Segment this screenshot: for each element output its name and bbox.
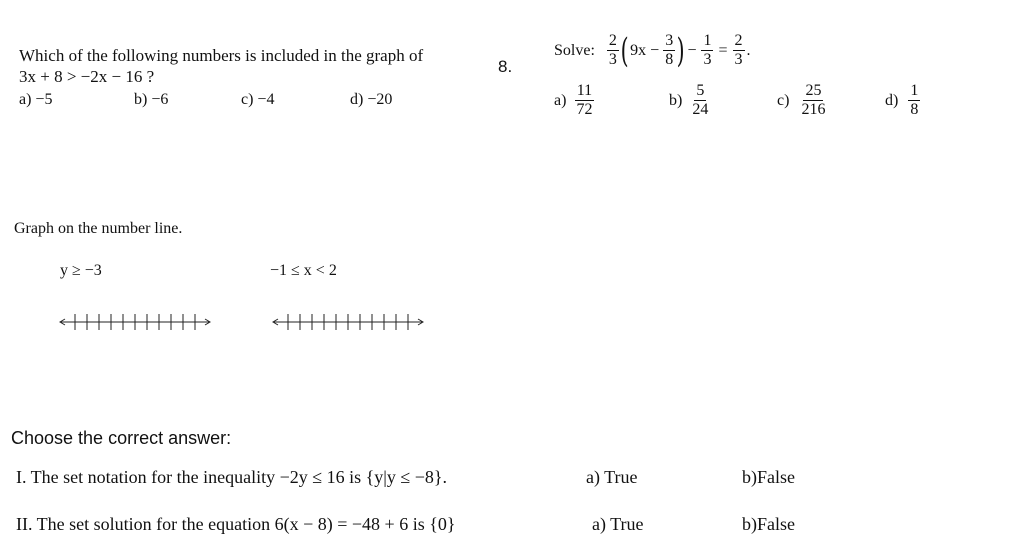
q7-choice-d[interactable]: d) −20 (350, 91, 393, 108)
number-line-1[interactable] (55, 310, 215, 334)
statement-1-false-option[interactable]: b)False (742, 467, 795, 487)
q8-choice-b-fraction: $\frac{5}{24}$ (692, 82, 709, 118)
statement-1: I. The set notation for the inequality −2y ≤ 16 is {y|y ≤ −8}. (16, 467, 448, 487)
eq-inner-term: 9x − (630, 41, 660, 59)
eq-period: . (746, 41, 751, 59)
statement-2: II. The set solution for the equation 6(x − 8) = −48 + 6 is {0} (16, 514, 456, 534)
q8-choice-c[interactable] (777, 83, 829, 118)
statement-1-true-option[interactable]: a) True (586, 467, 638, 487)
open-paren: ( (620, 30, 629, 71)
q7-question-line1: Which of the following numbers is included in the graph of (19, 46, 424, 65)
graph-inequality-2: −1 ≤ x < 2 (270, 262, 337, 279)
q8-choice-a-fraction: $\frac{11}{72}$ (576, 82, 593, 118)
eq-minus: − (687, 41, 697, 59)
number-line-2[interactable] (268, 310, 428, 334)
q8-choice-a-label: a) (554, 91, 567, 109)
q8-choice-c-fraction: $\frac{25}{216}$ (801, 82, 826, 118)
q8-choice-d-fraction: $\frac{1}{8}$ (910, 82, 919, 118)
close-paren: ) (676, 30, 685, 71)
eq-fraction-3: $\frac{1}{3}$ (703, 32, 712, 68)
statement-2-false-option[interactable]: b)False (742, 514, 795, 534)
eq-fraction-2: $\frac{3}{8}$ (665, 32, 674, 68)
q8-choice-b[interactable] (669, 83, 712, 118)
eq-fraction-4: $\frac{2}{3}$ (734, 32, 743, 68)
q8-choice-b-label: b) (669, 91, 683, 109)
solve-label: Solve: (554, 41, 595, 59)
q7-choice-a[interactable]: a) −5 (19, 91, 53, 108)
eq-equals: = (718, 41, 728, 59)
q8-number: 8. (498, 57, 513, 76)
q7-choice-b[interactable]: b) −6 (134, 91, 169, 108)
q7-question-line2: 3x + 8 > −2x − 16 ? (19, 67, 155, 86)
q7-choice-c[interactable]: c) −4 (241, 91, 275, 108)
q8-choice-a[interactable] (554, 83, 596, 118)
q8-choice-c-label: c) (777, 91, 790, 109)
eq-fraction-1: $\frac{2}{3}$ (608, 32, 617, 68)
statement-2-true-option[interactable]: a) True (592, 514, 644, 534)
q8-choice-d-label: d) (885, 91, 899, 109)
q8-equation (554, 30, 751, 71)
graph-inequality-1: y ≥ −3 (60, 262, 102, 279)
choose-heading: Choose the correct answer: (11, 428, 232, 448)
graph-heading: Graph on the number line. (14, 220, 183, 237)
q8-choice-d[interactable] (885, 83, 922, 118)
